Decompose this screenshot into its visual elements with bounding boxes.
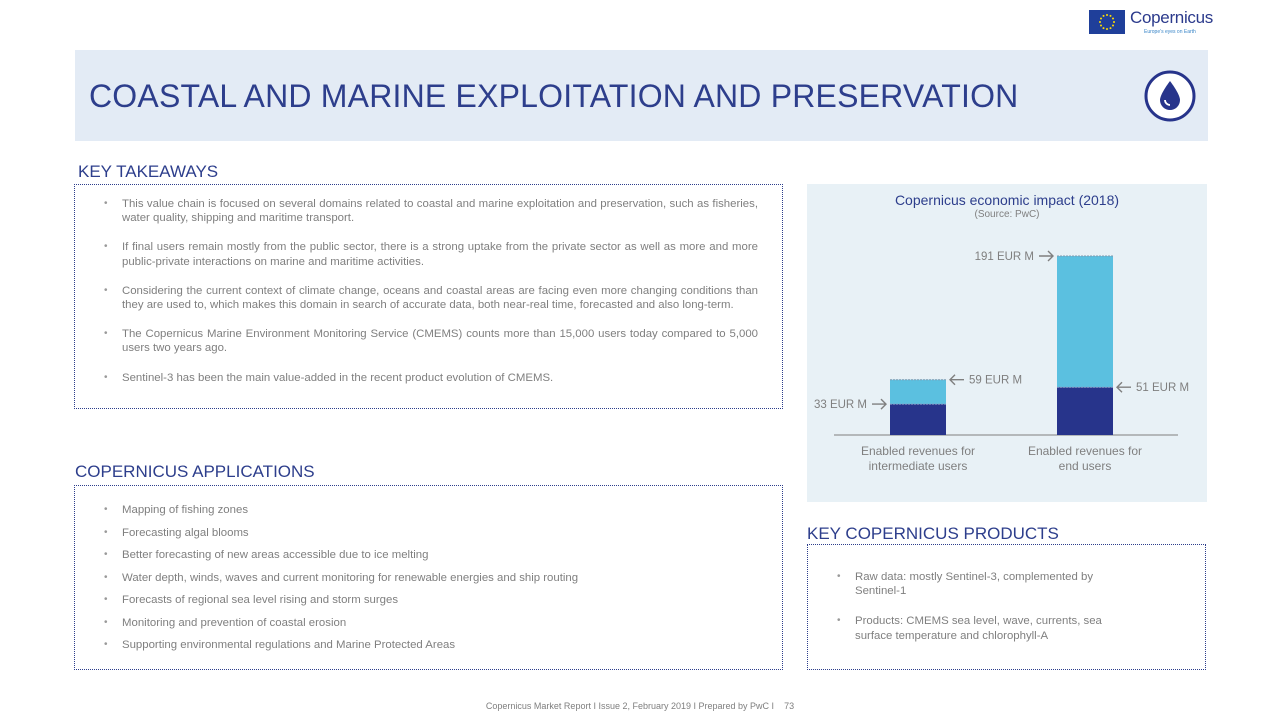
water-drop-icon <box>1143 69 1197 123</box>
list-item: • Supporting environmental regulations and Marine Protected Areas <box>75 638 775 652</box>
copernicus-logo-word: Copernicus <box>1130 8 1213 27</box>
category-label: Enabled revenues for end users <box>1027 444 1143 473</box>
list-item: • Water depth, winds, waves and current monitoring for renewable energies and ship routing <box>75 571 775 585</box>
list-item: • Monitoring and prevention of coastal erosion <box>75 616 775 630</box>
arrow-icon <box>950 375 964 385</box>
data-label-text: 51 EUR M <box>1136 382 1190 395</box>
data-label-text: 59 EUR M <box>969 374 1023 387</box>
list-item: • Forecasting algal blooms <box>75 526 775 540</box>
page-number: 73 <box>784 701 795 711</box>
applications-title: COPERNICUS APPLICATIONS <box>75 462 315 481</box>
copernicus-logo <box>1130 6 1213 38</box>
data-label <box>975 251 1053 263</box>
list-item: • This value chain is focused on several domains related to coastal and marine exploitation and preservation, such as fisheries, water quality, shipping and maritime transport. <box>75 197 758 225</box>
data-label-text: 33 EUR M <box>813 399 867 412</box>
applications-box <box>74 485 783 670</box>
bar-segment-1-0 <box>1057 387 1113 435</box>
list-item: • Products: CMEMS sea level, wave, currents, sea surface temperature and chlorophyll-A <box>808 614 1138 642</box>
footer <box>0 701 1280 711</box>
list-item: • Better forecasting of new areas accessible due to ice melting <box>75 548 775 562</box>
data-label <box>950 375 1022 387</box>
list-item: • The Copernicus Marine Environment Monitoring Service (CMEMS) counts more than 15,000 users today compared to 5,000 users two years ago. <box>75 327 758 355</box>
list-item: • Considering the current context of climate change, oceans and coastal areas are facing even more changing conditions than they are used to, which makes this domain in search of accurate data, both near-real time, forecasted and also long-term. <box>75 284 758 312</box>
bar-segment-1-1 <box>1057 256 1113 387</box>
bar-segment-0-1 <box>890 380 946 404</box>
list-item: • Sentinel-3 has been the main value-added in the recent product evolution of CMEMS. <box>75 371 758 385</box>
products-list <box>808 570 1138 659</box>
data-label-text: 191 EUR M <box>974 251 1034 263</box>
products-box <box>807 544 1206 670</box>
chart-panel <box>807 184 1207 502</box>
key-takeaways-list <box>75 197 758 400</box>
arrow-icon <box>1039 251 1053 261</box>
chart-title: Copernicus economic impact (2018) <box>894 192 1120 208</box>
chart-subtitle: (Source: PwC) <box>974 209 1040 220</box>
list-item: • If final users remain mostly from the public sector, there is a strong uptake from the private sector as well as more and more public-private interactions on marine and maritime activities. <box>75 240 758 268</box>
key-takeaways-title: KEY TAKEAWAYS <box>78 162 219 181</box>
eu-flag-icon <box>1089 10 1125 34</box>
arrow-icon <box>872 399 886 409</box>
applications-list <box>75 503 775 661</box>
list-item: • Raw data: mostly Sentinel-3, complemented by Sentinel-1 <box>808 570 1138 598</box>
list-item: • Mapping of fishing zones <box>75 503 775 517</box>
copernicus-logo-tagline: Europe's eyes on Earth <box>1144 29 1196 35</box>
products-title: KEY COPERNICUS PRODUCTS <box>807 524 1059 543</box>
category-label: Enabled revenues for intermediate users <box>860 444 976 473</box>
arrow-icon <box>1117 382 1131 392</box>
data-label <box>814 399 886 411</box>
page-title: COASTAL AND MARINE EXPLOITATION AND PRESERVATION <box>89 78 1019 114</box>
footer-text: Copernicus Market Report I Issue 2, February 2019 I Prepared by PwC I <box>485 701 775 711</box>
bar-segment-0-0 <box>890 404 946 435</box>
key-takeaways-box <box>74 184 783 409</box>
data-label <box>1117 382 1189 394</box>
list-item: • Forecasts of regional sea level rising and storm surges <box>75 593 775 607</box>
